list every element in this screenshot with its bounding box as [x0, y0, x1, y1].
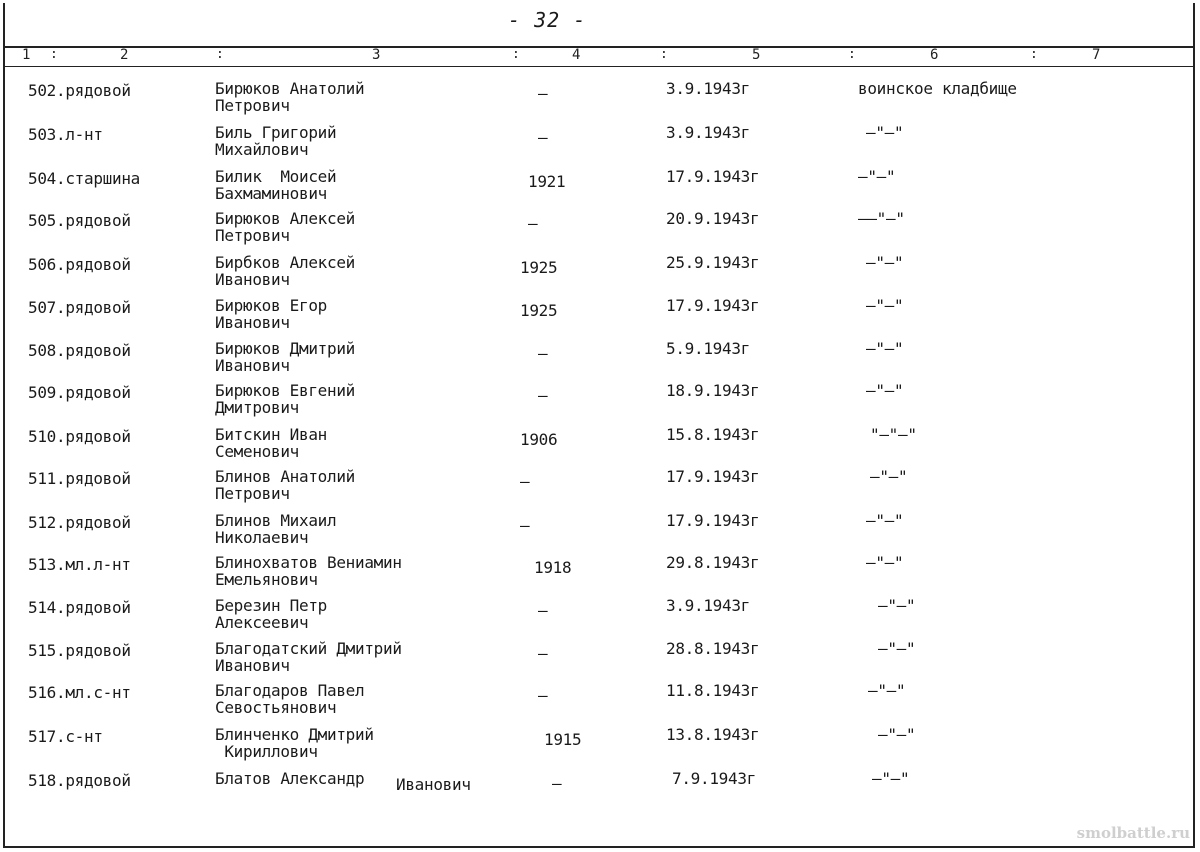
- row-burial: –"–": [870, 467, 908, 486]
- column-separator: :: [848, 47, 856, 62]
- row-name2: Иванович: [215, 313, 290, 332]
- row-date: 15.8.1943г: [666, 425, 760, 444]
- row-date: 11.8.1943г: [666, 681, 760, 700]
- column-header-6: 6: [930, 47, 939, 63]
- row-name2: Николаевич: [215, 528, 309, 547]
- row-name2: Михайлович: [215, 140, 309, 159]
- row-year: 1925: [520, 301, 558, 320]
- row-num-rank: 508.рядовой: [28, 341, 131, 360]
- row-name2: Иванович: [396, 775, 471, 794]
- row-num-rank: 516.мл.с-нт: [28, 683, 131, 702]
- row-burial: "–"–": [870, 425, 917, 444]
- row-date: 3.9.1943г: [666, 596, 750, 615]
- row-burial: –"–": [868, 681, 906, 700]
- row-burial: –"–": [866, 553, 904, 572]
- row-name1: Билик Моисей: [215, 167, 337, 186]
- row-name1: Бирюков Анатолий: [215, 79, 365, 98]
- column-separator: :: [216, 47, 224, 62]
- page-frame: [3, 3, 1195, 848]
- row-num-rank: 514.рядовой: [28, 598, 131, 617]
- row-num-rank: 507.рядовой: [28, 298, 131, 317]
- row-date: 17.9.1943г: [666, 467, 760, 486]
- column-separator: :: [512, 47, 520, 62]
- row-name1: Блинченко Дмитрий: [215, 725, 374, 744]
- row-date: 18.9.1943г: [666, 381, 760, 400]
- row-year: –: [520, 516, 530, 535]
- row-name1: Блатов Александр: [215, 769, 365, 788]
- row-burial: –"–": [878, 725, 916, 744]
- row-year: 1906: [520, 430, 558, 449]
- row-date: 29.8.1943г: [666, 553, 760, 572]
- row-num-rank: 518.рядовой: [28, 771, 131, 790]
- row-burial: –"–": [878, 639, 916, 658]
- row-date: 17.9.1943г: [666, 511, 760, 530]
- row-burial: –"–": [866, 253, 904, 272]
- row-date: 3.9.1943г: [666, 123, 750, 142]
- row-year: –: [520, 472, 530, 491]
- row-year: –: [538, 386, 548, 405]
- row-date: 5.9.1943г: [666, 339, 750, 358]
- row-name2: Семенович: [215, 442, 299, 461]
- row-burial: –"–": [858, 167, 896, 186]
- row-num-rank: 517.с-нт: [28, 727, 103, 746]
- row-burial: –"–": [866, 381, 904, 400]
- row-year: –: [538, 128, 548, 147]
- row-name1: Благодаров Павел: [215, 681, 365, 700]
- row-burial: –"–": [866, 123, 904, 142]
- row-name1: Блинов Анатолий: [215, 467, 355, 486]
- row-date: 17.9.1943г: [666, 296, 760, 315]
- row-name2: Алексеевич: [215, 613, 309, 632]
- row-date: 17.9.1943г: [666, 167, 760, 186]
- row-name2: Иванович: [215, 656, 290, 675]
- row-num-rank: 502.рядовой: [28, 81, 131, 100]
- row-date: 25.9.1943г: [666, 253, 760, 272]
- row-name1: Бирюков Егор: [215, 296, 327, 315]
- row-date: 20.9.1943г: [666, 209, 760, 228]
- row-date: 3.9.1943г: [666, 79, 750, 98]
- row-name1: Бирюков Евгений: [215, 381, 355, 400]
- column-header-2: 2: [120, 47, 129, 63]
- row-num-rank: 512.рядовой: [28, 513, 131, 532]
- row-burial: –"–": [866, 296, 904, 315]
- row-name2: Иванович: [215, 270, 290, 289]
- column-header-3: 3: [372, 47, 381, 63]
- row-year: 1918: [534, 558, 572, 577]
- column-header-1: 1: [22, 47, 31, 63]
- row-name2: Емельянович: [215, 570, 318, 589]
- row-name2: Петрович: [215, 96, 290, 115]
- row-name1: Бирюков Алексей: [215, 209, 355, 228]
- row-num-rank: 511.рядовой: [28, 469, 131, 488]
- row-num-rank: 515.рядовой: [28, 641, 131, 660]
- column-header-4: 4: [572, 47, 581, 63]
- row-date: 13.8.1943г: [666, 725, 760, 744]
- column-header-5: 5: [752, 47, 761, 63]
- row-name2: Бахмаминович: [215, 184, 327, 203]
- column-separator: :: [50, 47, 58, 62]
- row-name1: Бирюков Дмитрий: [215, 339, 355, 358]
- row-name1: Березин Петр: [215, 596, 327, 615]
- row-burial: –"–": [872, 769, 910, 788]
- row-name2: Кириллович: [215, 742, 318, 761]
- row-burial: воинское кладбище: [858, 79, 1017, 98]
- row-date: 28.8.1943г: [666, 639, 760, 658]
- row-name1: Блинов Михаил: [215, 511, 337, 530]
- row-num-rank: 504.старшина: [28, 169, 140, 188]
- row-date: 7.9.1943г: [672, 769, 756, 788]
- row-num-rank: 510.рядовой: [28, 427, 131, 446]
- row-year: –: [552, 774, 562, 793]
- row-name2: Дмитрович: [215, 398, 299, 417]
- row-year: 1921: [528, 172, 566, 191]
- row-name1: Благодатский Дмитрий: [215, 639, 402, 658]
- row-year: –: [538, 644, 548, 663]
- row-name1: Биль Григорий: [215, 123, 337, 142]
- row-year: –: [538, 686, 548, 705]
- row-name2: Петрович: [215, 484, 290, 503]
- row-num-rank: 503.л-нт: [28, 125, 103, 144]
- row-num-rank: 506.рядовой: [28, 255, 131, 274]
- row-burial: –"–": [866, 511, 904, 530]
- row-name1: Блинохватов Вениамин: [215, 553, 402, 572]
- row-num-rank: 513.мл.л-нт: [28, 555, 131, 574]
- row-burial: –"–": [866, 339, 904, 358]
- row-burial: –"–": [878, 596, 916, 615]
- row-num-rank: 505.рядовой: [28, 211, 131, 230]
- row-name2: Севостьянович: [215, 698, 337, 717]
- row-year: –: [528, 214, 538, 233]
- column-header-7: 7: [1092, 47, 1101, 63]
- column-separator: :: [660, 47, 668, 62]
- row-year: –: [538, 84, 548, 103]
- row-name1: Битскин Иван: [215, 425, 327, 444]
- page-number: - 32 -: [508, 8, 587, 32]
- column-separator: :: [1030, 47, 1038, 62]
- header-top-rule: [3, 46, 1195, 48]
- row-name1: Бирбков Алексей: [215, 253, 355, 272]
- watermark: smolbattle.ru: [1076, 824, 1190, 842]
- row-num-rank: 509.рядовой: [28, 383, 131, 402]
- row-year: 1925: [520, 258, 558, 277]
- row-name2: Петрович: [215, 226, 290, 245]
- row-name2: Иванович: [215, 356, 290, 375]
- row-year: 1915: [544, 730, 582, 749]
- row-burial: ––"–": [858, 209, 905, 228]
- header-bottom-rule: [3, 66, 1195, 67]
- row-year: –: [538, 344, 548, 363]
- row-year: –: [538, 601, 548, 620]
